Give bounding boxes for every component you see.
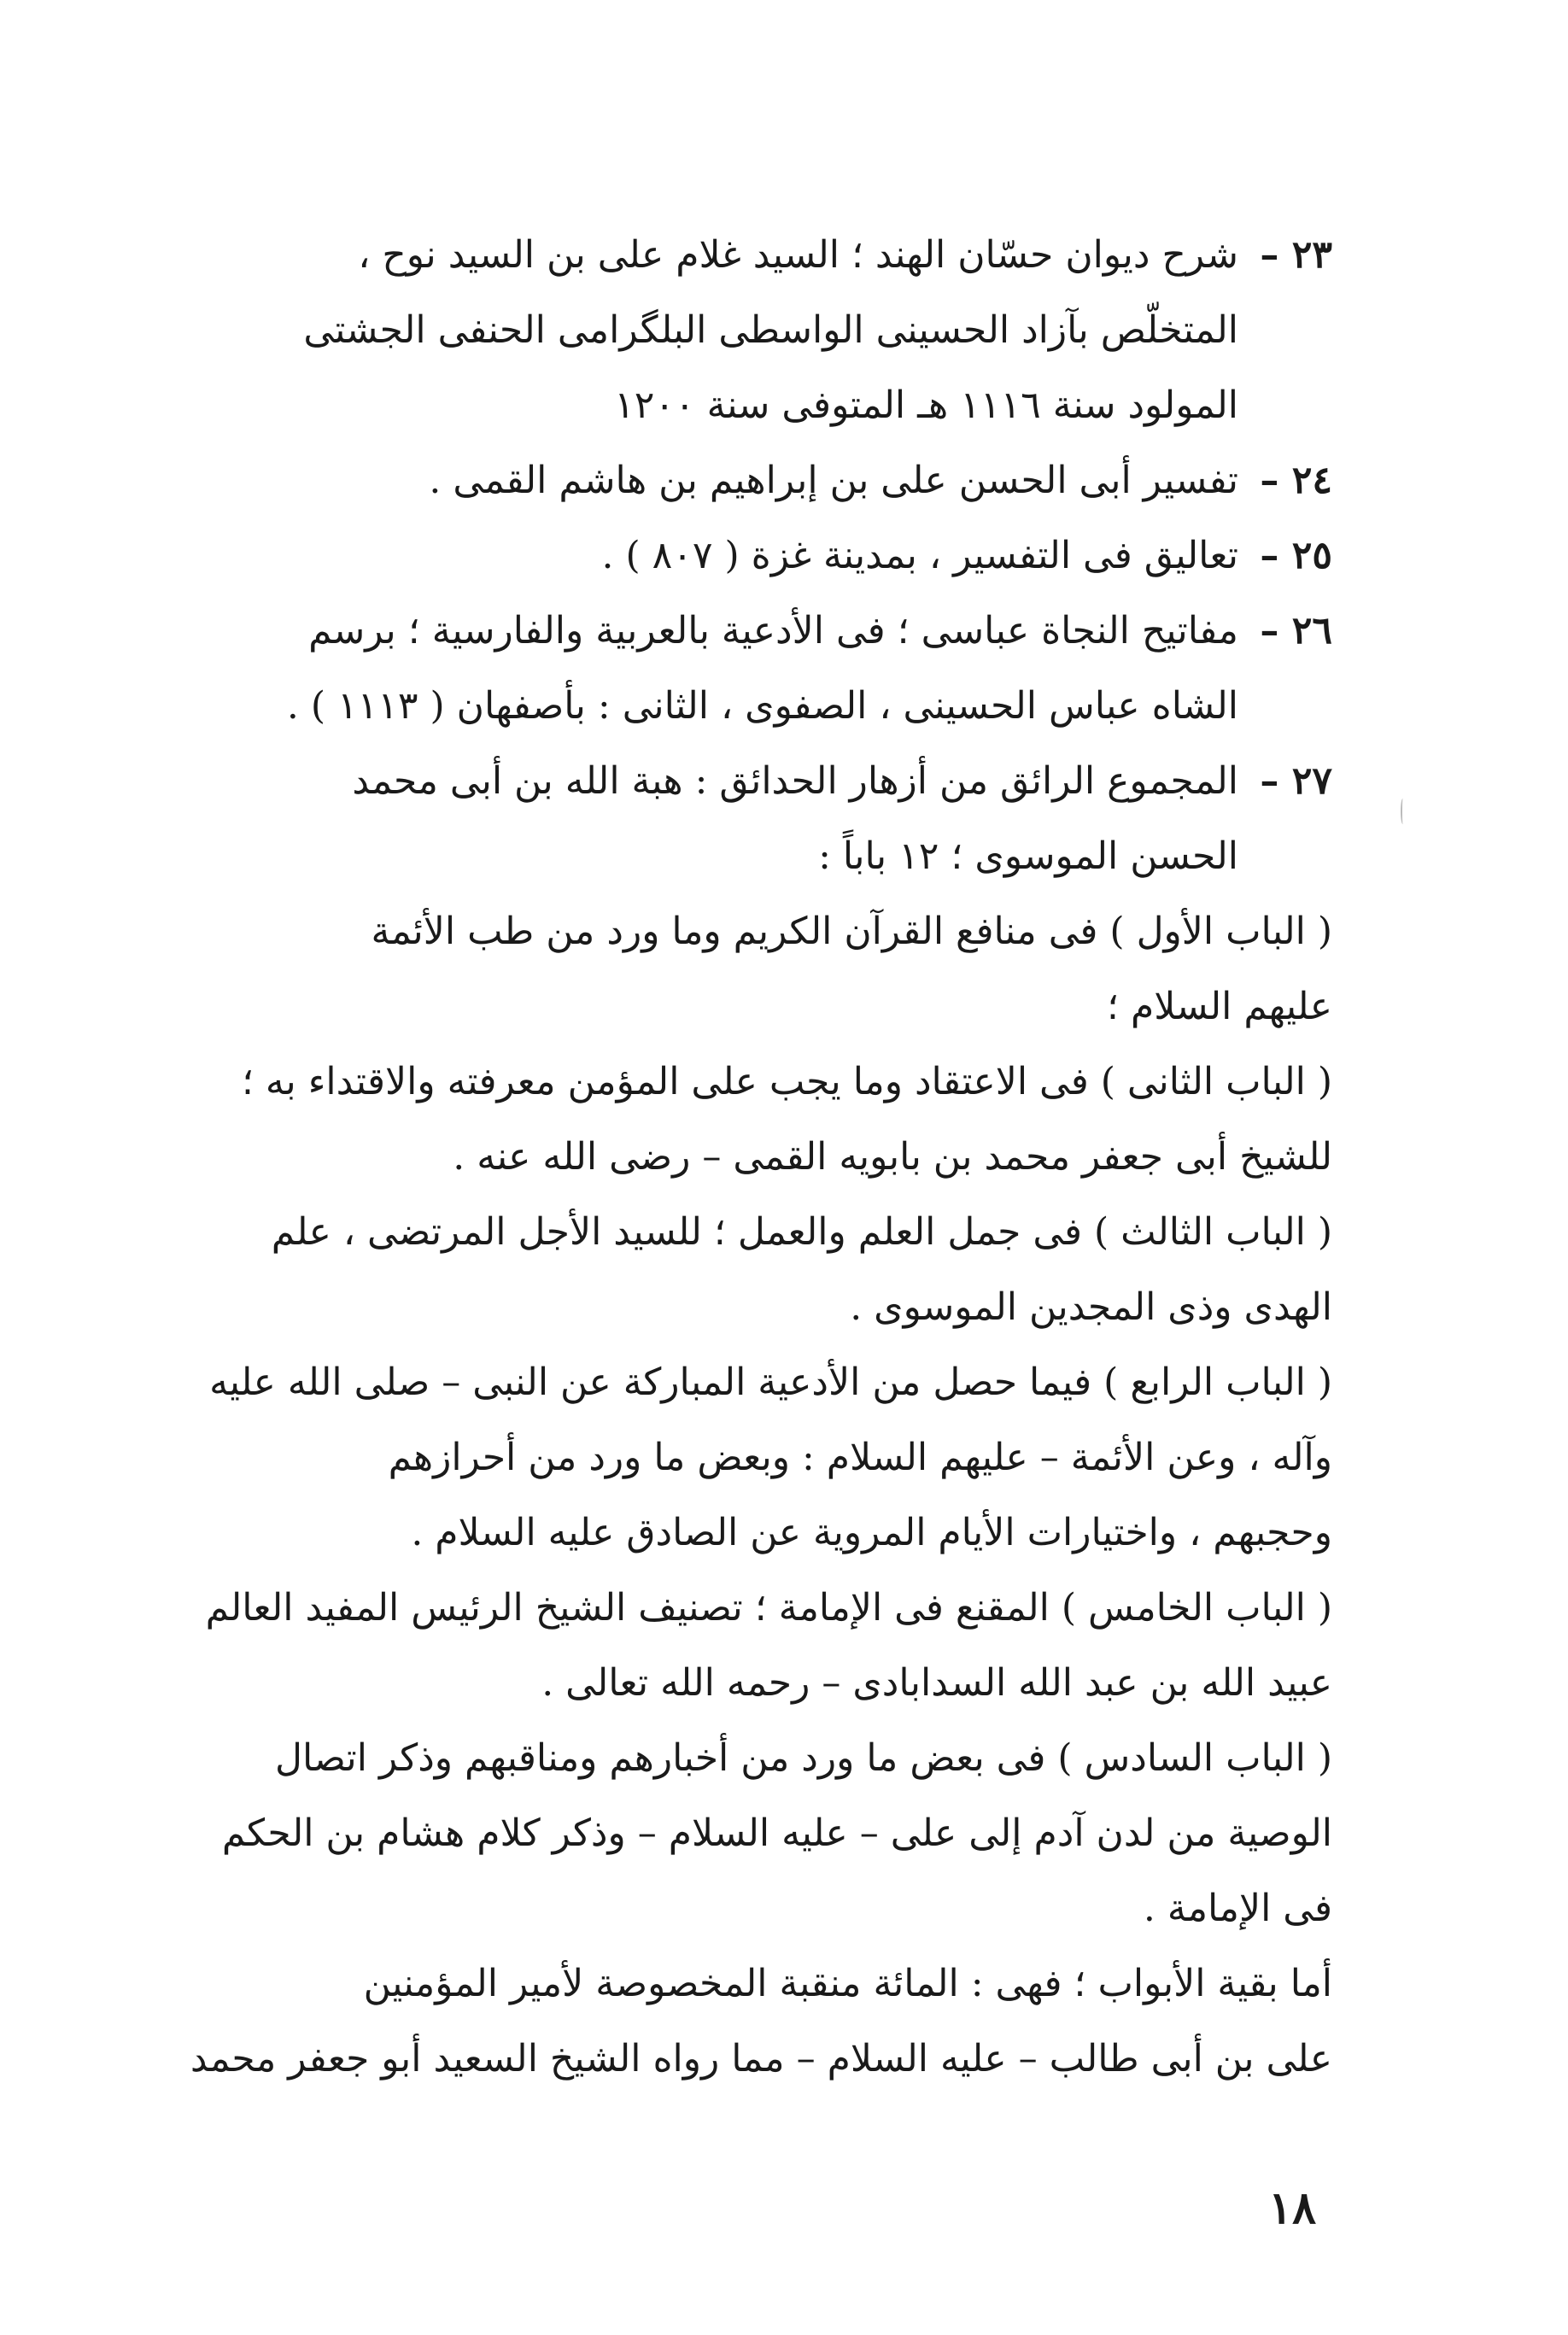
entry-number: ٢٣ – xyxy=(1260,233,1332,277)
entry-line: تعاليق فى التفسير ، بمدينة غزة ( ٨٠٧ ) . xyxy=(601,534,1238,577)
chapter-5-paragraph xyxy=(205,1571,1332,1721)
entry-number: ٢٤ – xyxy=(1260,459,1332,502)
entry-line: المجموع الرائق من أزهار الحدائق : هبة الله بن أبى محمد xyxy=(352,759,1238,803)
paragraph-line: عليهم السلام ؛ xyxy=(1107,985,1332,1028)
entry-line: مفاتيح النجاة عباسى ؛ فى الأدعية بالعربية والفارسية ؛ برسم xyxy=(308,609,1238,653)
scan-mark xyxy=(1401,799,1405,824)
paragraph-line: الهدى وذى المجدين الموسوى . xyxy=(850,1285,1332,1329)
paragraph-line: ( الباب السادس ) فى بعض ما ورد من أخبارهم ومناقبهم وذكر اتصال xyxy=(275,1736,1332,1780)
paragraph-line: ( الباب الخامس ) المقنع فى الإمامة ؛ تصنيف الشيخ الرئيس المفيد العالم xyxy=(205,1586,1332,1630)
entry-23 xyxy=(231,218,1332,443)
chapter-4-paragraph xyxy=(209,1345,1332,1571)
entry-26 xyxy=(231,594,1332,744)
entry-line: الشاه عباس الحسينى ، الصفوى ، الثانى : بأصفهان ( ١١١٣ ) . xyxy=(286,684,1238,728)
paragraph-line: ( الباب الأول ) فى منافع القرآن الكريم وما ورد من طب الأئمة xyxy=(371,910,1332,953)
chapter-2-paragraph xyxy=(231,1045,1332,1195)
paragraph-line: على بن أبى طالب – عليه السلام – مما رواه الشيخ السعيد أبو جعفر محمد xyxy=(190,2037,1332,2080)
chapter-3-paragraph xyxy=(231,1195,1332,1345)
entry-25 xyxy=(231,518,1332,594)
entry-line: المتخلّص بآزاد الحسينى الواسطى البلگرامى الحنفى الجشتى xyxy=(303,308,1238,352)
entry-line: شرح ديوان حسّان الهند ؛ السيد غلام على بن السيد نوح ، xyxy=(358,233,1238,277)
paragraph-line: ( الباب الرابع ) فيما حصل من الأدعية المباركة عن النبى – صلى الله عليه xyxy=(209,1361,1332,1404)
paragraph-line: أما بقية الأبواب ؛ فهى : المائة منقبة المخصوصة لأمير المؤمنين xyxy=(363,1962,1332,2005)
paragraph-line: الوصية من لدن آدم إلى على – عليه السلام – وذكر كلام هشام بن الحكم xyxy=(221,1811,1332,1855)
chapter-6-paragraph xyxy=(221,1721,1332,1946)
paragraph-line: للشيخ أبى جعفر محمد بن بابويه القمى – رضى الله عنه . xyxy=(453,1135,1332,1179)
paragraph-line: ( الباب الثالث ) فى جمل العلم والعمل ؛ للسيد الأجل المرتضى ، علم xyxy=(271,1210,1332,1254)
paragraph-line: عبيد الله بن عبد الله السدابادى – رحمه الله تعالى . xyxy=(541,1661,1332,1705)
main-text xyxy=(190,218,1332,2097)
remaining-chapters-paragraph xyxy=(190,1946,1332,2097)
paragraph-line: ( الباب الثانى ) فى الاعتقاد وما يجب على المؤمن معرفته والاقتداء به ؛ xyxy=(241,1060,1332,1103)
entry-line: الحسن الموسوى ؛ ١٢ باباً : xyxy=(818,834,1238,878)
entry-27 xyxy=(231,744,1332,894)
entry-number: ٢٧ – xyxy=(1260,759,1332,803)
entry-number: ٢٥ – xyxy=(1260,534,1332,577)
paragraph-line: وآله ، وعن الأئمة – عليهم السلام : وبعض ما ورد من أحرازهم xyxy=(388,1436,1332,1479)
paragraph-line: وحجبهم ، واختيارات الأيام المروية عن الصادق عليه السلام . xyxy=(411,1511,1332,1554)
entry-line: المولود سنة ١١١٦ هـ المتوفى سنة ١٢٠٠ xyxy=(614,383,1238,427)
page-number: ١٨ xyxy=(1268,2182,1316,2234)
chapter-1-paragraph xyxy=(231,894,1332,1045)
entry-line: تفسير أبى الحسن على بن إبراهيم بن هاشم القمى . xyxy=(429,459,1238,502)
entry-number: ٢٦ – xyxy=(1260,609,1332,653)
paragraph-line: فى الإمامة . xyxy=(1143,1887,1332,1930)
entry-24 xyxy=(231,443,1332,518)
